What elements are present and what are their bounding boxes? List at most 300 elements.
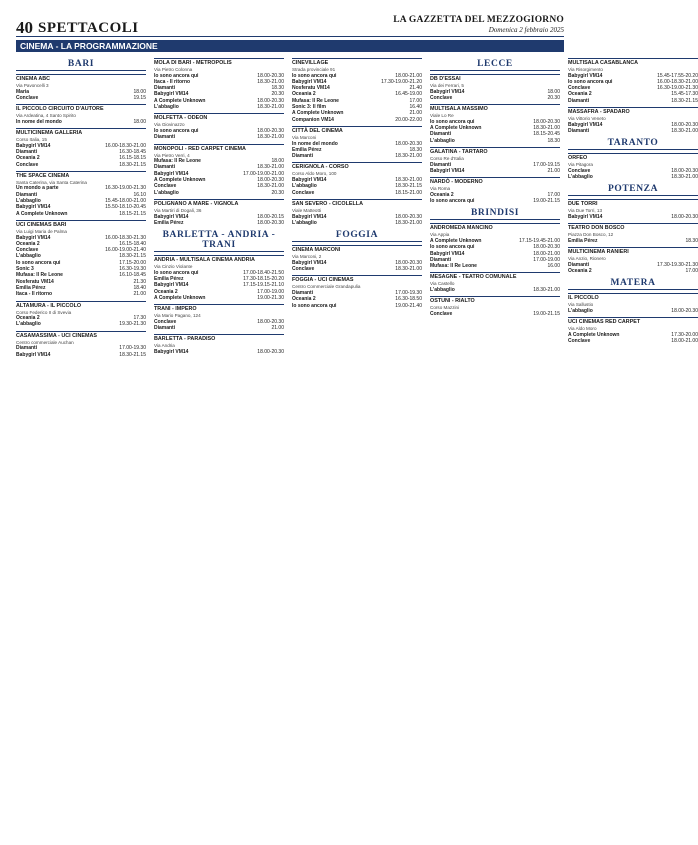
cinema-venue (154, 113, 284, 140)
city-heading: POTENZA (568, 183, 698, 196)
film-times: 18.00-20.30 (395, 213, 422, 220)
cinema-address: Via dei Ferrari, 5 (430, 83, 464, 88)
film-title: Conclave (16, 247, 39, 254)
cinema-address: Via Mario Pagano, 124 (154, 313, 201, 319)
film-times: 18.00-20.30 (257, 219, 284, 226)
cinema-address: Via Pietro Verri, 4 (154, 152, 190, 158)
film-times: 18.30-21.15 (119, 253, 146, 260)
film-title: Babygirl VM14 (568, 72, 603, 79)
showtime-list (154, 73, 284, 111)
cinema-venue (430, 272, 560, 293)
film-times: 18.15-21.00 (395, 189, 422, 196)
film-title: Sonic 3: Il film (292, 104, 326, 111)
film-title: Babygirl VM14 (16, 142, 51, 149)
cinema-name: CITTÀ DEL CINEMA (292, 126, 422, 135)
film-times: 18.30-21.00 (395, 177, 422, 184)
film-times: 17.15-19.15-21.10 (243, 282, 284, 289)
cinema-venue (568, 223, 698, 244)
cinema-address: Via Ardeatina, 4 Santo Spirito (16, 113, 76, 119)
cinema-name: IL PICCOLO CIRCUITO D'AUTORE (16, 104, 146, 113)
film-title: Emilia Pérez (154, 276, 184, 283)
film-title: In nome del mondo (292, 140, 338, 147)
cinema-address: Centro Commerciale Grandapulia (292, 284, 361, 290)
film-title: Babygirl VM14 (292, 259, 327, 266)
film-times: 18.30-21.00 (395, 266, 422, 273)
showtime-list (154, 214, 284, 227)
film-times: 16.15-18.15 (119, 155, 146, 162)
cinema-address: Via Risorgimento (568, 67, 603, 72)
film-times: 16.15-18.40 (119, 240, 146, 247)
film-times: 18.00-20.30 (533, 244, 560, 251)
cinema-venue (292, 275, 422, 308)
showtime-list (430, 89, 560, 102)
film-times: 19.00-21.40 (395, 302, 422, 309)
film-title: L'abbaglio (292, 219, 317, 226)
cinema-venue (568, 199, 698, 220)
film-title: Emilia Pérez (292, 146, 322, 153)
film-title: Conclave (154, 318, 177, 325)
cinema-venue (292, 126, 422, 159)
showtime-row (154, 220, 284, 226)
film-title: Mufasa: Il Re Leone (154, 158, 201, 165)
showtime-row (430, 198, 560, 204)
showtime-list (154, 158, 284, 196)
film-title: A Complete Unknown (154, 97, 206, 104)
film-title: Oceania 2 (568, 91, 592, 98)
film-times: 18.00 (133, 88, 146, 95)
film-times: 16.10-18.45 (119, 272, 146, 279)
showtime-list (430, 119, 560, 144)
showtime-row (568, 214, 698, 220)
film-times: 19.00-21.15 (533, 198, 560, 205)
film-times: 18.00 (271, 158, 284, 165)
cinema-address: Corso Italia, 15 (16, 137, 47, 143)
film-title: Diamanti (154, 85, 176, 92)
film-title: Mufasa: Il Re Leone (292, 97, 339, 104)
page-header-right (393, 15, 564, 36)
cinema-venue (292, 245, 422, 272)
cinema-name: CINEVILLAGE (292, 58, 422, 67)
film-times: 18.30-21.15 (671, 97, 698, 104)
film-title: Diamanti (568, 261, 590, 268)
showtime-row (568, 338, 698, 344)
showtime-row (292, 153, 422, 159)
showtime-row (430, 311, 560, 317)
film-title: Oceania 2 (430, 191, 454, 198)
cinema-venue (292, 162, 422, 195)
film-title: Oceania 2 (292, 296, 316, 303)
film-title: L'abbaglio (154, 104, 179, 111)
listing-column (568, 55, 698, 845)
showtime-row (16, 321, 146, 327)
film-title: A Complete Unknown (568, 331, 620, 338)
cinema-address: Via Castello (430, 281, 455, 287)
showtime-row (154, 134, 284, 140)
film-times: 18.00-20.30 (257, 348, 284, 355)
film-times: 18.30-21.00 (257, 183, 284, 190)
cinema-name: MULTISALA CASABLANCA (568, 58, 698, 67)
film-times: 19.00-21.30 (257, 294, 284, 301)
film-times: 16.00-19.00-21.40 (105, 247, 146, 254)
film-times: 21.00 (409, 110, 422, 117)
film-times: 18.30-21.00 (395, 153, 422, 160)
cinema-venue (16, 74, 146, 101)
showtime-row (16, 95, 146, 101)
film-times: 19.30-21.30 (119, 321, 146, 328)
film-times: 17.30-19.30-21.30 (657, 261, 698, 268)
film-times: 18.30-21.00 (257, 164, 284, 171)
listing-column (430, 55, 560, 845)
film-times: 18.30-21.00 (257, 78, 284, 85)
film-times: 21.00 (547, 167, 560, 174)
film-title: Io sono ancora qui (154, 72, 199, 79)
showtime-row (292, 117, 422, 123)
cinema-venue (430, 147, 560, 174)
city-heading: MATERA (568, 277, 698, 290)
film-times: 17.00 (685, 268, 698, 275)
film-title: Conclave (568, 338, 591, 345)
city-heading: LECCE (430, 58, 560, 71)
cinema-name: CERIGNOLA - CORSO (292, 162, 422, 171)
film-title: L'abbaglio (430, 137, 455, 144)
page-header (16, 10, 564, 37)
showtime-row (16, 291, 146, 297)
film-title: Babygirl VM14 (430, 250, 465, 257)
film-title: Emilia Pérez (154, 219, 184, 226)
film-times: 16.40 (409, 104, 422, 111)
showtime-list (154, 128, 284, 141)
cinema-address: Via Sallustio (568, 302, 594, 308)
film-times: 18.00-20.30 (671, 214, 698, 221)
film-times: 19.15 (133, 94, 146, 101)
film-title: L'abbaglio (292, 183, 317, 190)
section-title: SPETTACOLI (38, 20, 139, 36)
film-times: 17.00-19.00-21.00 (243, 170, 284, 177)
showtime-list (16, 89, 146, 102)
film-times: 18.30-21.15 (119, 161, 146, 168)
film-title: Emilia Pérez (568, 237, 598, 244)
film-times: 17.15-19.45-21.00 (519, 237, 560, 244)
film-times: 18.00-20.30 (395, 140, 422, 147)
film-times: 18.00-20.30 (671, 121, 698, 128)
cinema-name: BARLETTA - PARADISO (154, 334, 284, 343)
film-times: 18.30-21.00 (671, 127, 698, 134)
showtime-row (154, 295, 284, 301)
film-times: 16.30-19.00-21.30 (105, 185, 146, 192)
cinema-venue (16, 128, 146, 168)
showtime-list (292, 141, 422, 160)
showtime-list (16, 185, 146, 216)
film-title: Conclave (154, 183, 177, 190)
film-title: L'abbaglio (16, 198, 41, 205)
film-times: 16.00-18.30-21.00 (105, 142, 146, 149)
film-title: A Complete Unknown (154, 177, 206, 184)
showtime-row (568, 238, 698, 244)
cinema-venue (16, 331, 146, 358)
film-title: Emilia Pérez (16, 284, 46, 291)
showtime-list (430, 287, 560, 293)
city-heading: BARLETTA - ANDRIA - TRANI (154, 229, 284, 252)
showtime-list (430, 192, 560, 205)
film-times: 17.00-19.15 (533, 161, 560, 168)
cinema-address: Santa Caterina, via Santa Caterina (16, 179, 87, 185)
film-times: 19.00-21.15 (533, 310, 560, 317)
cinema-name: ALTAMURA - IL PICCOLO (16, 301, 146, 310)
film-title: L'abbaglio (154, 189, 179, 196)
cinema-address: Viale Matteotti (292, 207, 322, 213)
film-title: Mufasa: Il Re Leone (430, 263, 477, 270)
cinema-address: Via Pitagora (568, 162, 593, 168)
page-header-left (16, 19, 139, 36)
film-title: Mufasa: Il Re Leone (16, 272, 63, 279)
film-times: 16.00 (547, 263, 560, 270)
film-title: Babygirl VM14 (430, 167, 465, 174)
cinema-name: MULTICINEMA GALLERIA (16, 128, 146, 137)
film-title: Sonic 3 (16, 266, 34, 273)
showtime-row (430, 138, 560, 144)
film-times: 18.30-21.00 (533, 125, 560, 132)
film-title: Babygirl VM14 (568, 214, 603, 221)
cinema-address: Via Vittorio Veneto (568, 116, 606, 122)
film-title: Companion VM14 (292, 116, 334, 123)
film-title: Io sono ancora qui (16, 259, 61, 266)
film-times: 17.00-19.00 (533, 256, 560, 263)
cinema-venue (154, 199, 284, 226)
film-times: 17.15-20.00 (119, 259, 146, 266)
film-title: A Complete Unknown (16, 210, 68, 217)
film-title: Conclave (292, 266, 315, 273)
showtime-list (568, 308, 698, 314)
film-times: 18.00-20.30 (395, 259, 422, 266)
film-title: Oceania 2 (16, 240, 40, 247)
showtime-list (568, 122, 698, 135)
cinema-venue (16, 104, 146, 125)
cinema-name: NARDÒ - MODERNO (430, 177, 560, 186)
film-times: 16.30-18.50 (395, 296, 422, 303)
film-times: 18.40 (133, 284, 146, 291)
cinema-name: CINEMA MARCONI (292, 245, 422, 254)
showtime-row (568, 174, 698, 180)
showtime-row (430, 95, 560, 101)
showtime-list (16, 345, 146, 358)
cinema-name: MESAGNE - TEATRO COMUNALE (430, 272, 560, 281)
film-times: 18.30 (271, 85, 284, 92)
cinema-name: GALATINA - TARTARO (430, 147, 560, 156)
showtime-list (154, 270, 284, 301)
film-title: Diamanti (154, 164, 176, 171)
film-times: 16.10 (133, 191, 146, 198)
cinema-name: DB D'ESSAI (430, 74, 560, 83)
cinema-venue (292, 58, 422, 123)
film-times: 18.15-21.15 (119, 210, 146, 217)
cinema-venue (568, 317, 698, 344)
page-number: 40 (16, 18, 33, 37)
showtime-list (292, 177, 422, 196)
film-title: Io sono ancora qui (292, 72, 337, 79)
film-times: 20.00-22.00 (395, 116, 422, 123)
city-heading: BRINDISI (430, 207, 560, 220)
film-title: Babygirl VM14 (154, 170, 189, 177)
film-times: 17.30-18.15-20.20 (243, 276, 284, 283)
showtime-list (292, 214, 422, 227)
film-times: 18.30-21.00 (533, 287, 560, 294)
film-title: Oceania 2 (16, 315, 40, 322)
film-title: Diamanti (16, 148, 38, 155)
film-times: 15.45-17.30 (671, 91, 698, 98)
cinema-address: Via Cinzio Violante (154, 264, 193, 270)
showtime-list (568, 168, 698, 181)
showtime-list (292, 260, 422, 273)
cinema-name: MULTICINEMA RANIERI (568, 247, 698, 256)
film-title: Maria (16, 88, 30, 95)
film-title: A Complete Unknown (430, 237, 482, 244)
film-times: 18.30-21.00 (671, 174, 698, 181)
film-title: Conclave (568, 85, 591, 92)
film-times: 20.30 (271, 91, 284, 98)
film-times: 21.00 (133, 291, 146, 298)
film-times: 18.00 (547, 88, 560, 95)
film-title: Diamanti (16, 345, 38, 352)
film-times: 18.00-20.30 (671, 308, 698, 315)
film-times: 15.45-18.00-21.00 (105, 198, 146, 205)
film-title: Diamanti (568, 127, 590, 134)
film-title: Itaca - Il ritorno (16, 291, 53, 298)
film-title: Conclave (430, 94, 453, 101)
cinema-name: POLIGNANO A MARE - VIGNOLA (154, 199, 284, 208)
film-title: Diamanti (154, 134, 176, 141)
showtime-list (154, 319, 284, 332)
cinema-name: UCI CINEMAS RED CARPET (568, 317, 698, 326)
cinema-name: UCI CINEMAS BARI (16, 220, 146, 229)
film-title: L'abbaglio (568, 174, 593, 181)
film-title: Conclave (16, 94, 39, 101)
city-heading: BARI (16, 58, 146, 71)
film-title: Conclave (292, 189, 315, 196)
film-title: Conclave (568, 167, 591, 174)
cinema-name: OSTUNI - RIALTO (430, 296, 560, 305)
showtime-row (568, 98, 698, 104)
cinema-venue (16, 220, 146, 298)
film-title: Diamanti (430, 131, 452, 138)
city-heading: FOGGIA (292, 229, 422, 242)
film-times: 20.30 (547, 94, 560, 101)
listings-banner: CINEMA - LA PROGRAMMAZIONE (16, 40, 564, 52)
film-times: 21.40 (409, 85, 422, 92)
cinema-address: Via Roma (430, 186, 451, 192)
showtime-row (430, 263, 560, 269)
film-title: A Complete Unknown (154, 294, 206, 301)
film-title: Diamanti (568, 97, 590, 104)
cinema-name: THE SPACE CINEMA (16, 171, 146, 180)
cinema-address: Corso Federico II di Svevia (16, 309, 72, 315)
film-title: Babygirl VM14 (430, 88, 465, 95)
cinema-name: FOGGIA - UCI CINEMAS (292, 275, 422, 284)
film-title: Io sono ancora qui (430, 198, 475, 205)
film-times: 18.30-21.00 (395, 219, 422, 226)
film-title: Oceania 2 (154, 288, 178, 295)
showtime-row (154, 349, 284, 355)
cinema-venue (568, 107, 698, 134)
showtime-row (16, 352, 146, 358)
listing-column (16, 55, 146, 845)
cinema-venue (16, 171, 146, 217)
cinema-address: Corso Mazzini (430, 305, 460, 311)
film-title: Babygirl VM14 (154, 348, 189, 355)
cinema-address: Via Luigi Maria de Palma (16, 228, 67, 234)
cinema-venue (430, 104, 560, 144)
listing-column (292, 55, 422, 845)
cinema-address: Corso Aldo Moro, 100 (292, 171, 337, 177)
showtime-row (430, 287, 560, 293)
cinema-address: Via Giovinazzo (154, 122, 185, 128)
film-title: L'abbaglio (16, 321, 41, 328)
film-times: 18.00 (133, 118, 146, 125)
film-times: 18.15-20.45 (533, 131, 560, 138)
film-title: Io sono ancora qui (430, 244, 475, 251)
showtime-list (292, 73, 422, 123)
film-title: Diamanti (16, 191, 38, 198)
cinema-name: MOLA DI BARI - METROPOLIS (154, 58, 284, 67)
showtime-row (430, 168, 560, 174)
film-times: 16.45-19.00 (395, 91, 422, 98)
film-title: Babygirl VM14 (292, 78, 327, 85)
film-title: Conclave (16, 161, 39, 168)
cinema-venue (430, 74, 560, 101)
film-times: 17.00 (409, 97, 422, 104)
film-title: Oceania 2 (292, 91, 316, 98)
showtime-list (154, 349, 284, 355)
film-title: Diamanti (430, 256, 452, 263)
film-times: 15.50-18.10-20.45 (105, 204, 146, 211)
cinema-name: IL PICCOLO (568, 293, 698, 302)
cinema-address: Via Due Torri, 13 (568, 208, 603, 214)
film-times: 17.30 (133, 315, 146, 322)
cinema-venue (568, 247, 698, 274)
cinema-name: MONOPOLI - RED CARPET CINEMA (154, 144, 284, 153)
showtime-list (16, 235, 146, 298)
film-times: 18.30 (547, 137, 560, 144)
cinema-name: DUE TORRI (568, 199, 698, 208)
cinema-name: MOLFETTA - ODEON (154, 113, 284, 122)
film-title: Oceania 2 (568, 268, 592, 275)
film-times: 18.00-21.00 (533, 250, 560, 257)
showtime-list (568, 262, 698, 275)
cinema-venue (154, 334, 284, 355)
film-times: 18.00-20.30 (257, 177, 284, 184)
cinema-address: Centro commerciale Auchan (16, 339, 74, 345)
film-title: Io sono ancora qui (568, 78, 613, 85)
film-times: 16.30-18.45 (119, 148, 146, 155)
film-times: 18.00-20.30 (257, 97, 284, 104)
film-title: Babygirl VM14 (292, 177, 327, 184)
film-times: 18.00-21.00 (395, 72, 422, 79)
film-times: 21.30 (133, 278, 146, 285)
film-times: 18.00-21.00 (671, 338, 698, 345)
film-times: 17.30-19.00-21.20 (381, 78, 422, 85)
showtime-row (292, 190, 422, 196)
film-title: Babygirl VM14 (154, 213, 189, 220)
film-times: 18.30-21.00 (257, 104, 284, 111)
cinema-venue (430, 296, 560, 317)
cinema-address: Via Martiri di Dogali, 36 (154, 207, 202, 213)
issue-date: Domenica 2 febbraio 2025 (488, 26, 564, 34)
film-times: 16.00-18.30-21.00 (657, 78, 698, 85)
cinema-venue (430, 177, 560, 204)
showtime-row (154, 325, 284, 331)
showtime-row (568, 308, 698, 314)
film-title: Conclave (430, 310, 453, 317)
film-title: A Complete Unknown (430, 125, 482, 132)
